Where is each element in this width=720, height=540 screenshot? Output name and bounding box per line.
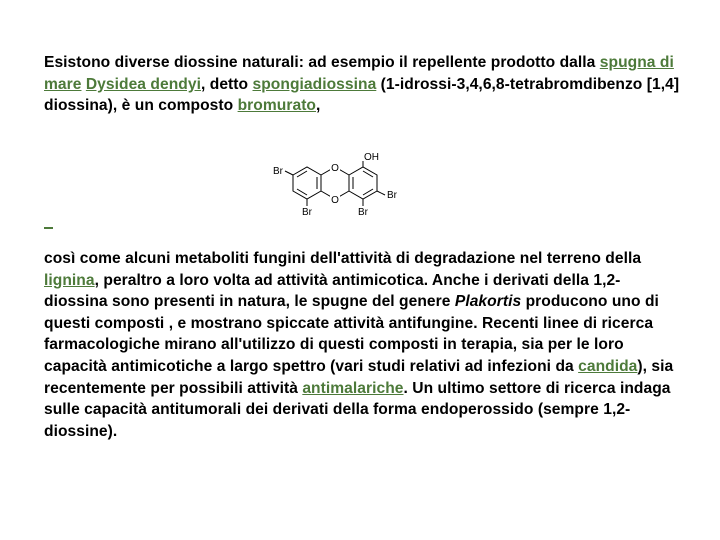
bromine-right-label: Br [387,190,397,201]
oxygen-top-label: O [331,163,339,174]
bromine-left-label: Br [273,166,283,177]
body-paragraph [44,248,684,442]
link-spugna-di-mare[interactable]: spugna di mare [44,54,674,93]
text-run: producono uno di questi composti , e mostrano spiccate attività antifungine. Recenti linee di ricerca farmacologiche mirano all'utilizzo di questi composti in terapia, sia per le loro capacità antimicotiche a largo spettro (vari studi relativi ad infezioni da [44,293,659,375]
text-run: , peraltro a loro volta ad attività antimicotica. Anche i derivati della 1,2-diossina sono presenti in natura, le spugne del genere [44,271,621,311]
italic-plakortis: Plakortis [454,293,522,311]
intro-paragraph [44,52,684,117]
text-run: ), sia recentemente per possibili attività [44,357,674,397]
text-run: . Un ultimo settore di ricerca indaga sulle capacità antitumorali dei derivati della forma endoperossido (sempre 1,2-diossine). [44,379,671,440]
bromine-bottom-right-label: Br [358,207,368,218]
text-run: , [316,97,321,115]
link-dysidea-dendyi[interactable]: Dysidea dendyi [85,75,201,93]
link-lignina[interactable]: lignina [44,271,95,289]
oxygen-bottom-label: O [331,195,339,206]
empty-link-underline[interactable] [44,227,53,229]
text-run: (1-idrossi-3,4,6,8-tetrabromdibenzo [1,4] diossina), è un composto [44,75,680,115]
text-run: , detto [200,75,253,93]
spongiadiossina-structure-diagram [262,150,412,220]
hydroxyl-label: OH [364,152,379,163]
link-spongiadiossina[interactable]: spongiadiossina [252,75,377,93]
text-run: così come alcuni metaboliti fungini dell'attività di degradazione nel terreno della [44,250,642,267]
link-antimalariche[interactable]: antimalariche [302,379,404,397]
bromine-bottom-left-label: Br [302,207,312,218]
link-candida[interactable]: candida [578,357,638,375]
text-run: Esistono diverse diossine naturali: ad esempio il repellente prodotto dalla [44,54,600,71]
link-bromurato[interactable]: bromurato [237,97,317,115]
